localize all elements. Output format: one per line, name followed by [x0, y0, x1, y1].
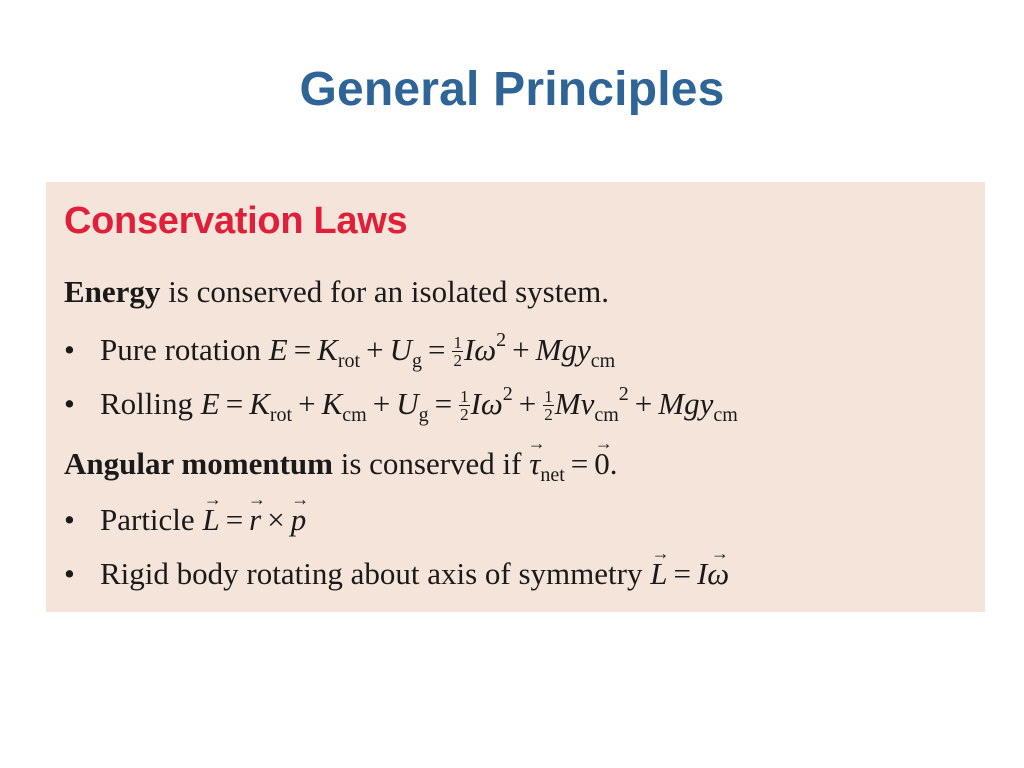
particle-label: Particle [100, 502, 195, 537]
bullet: • [64, 556, 75, 591]
angular-momentum-term: Angular momentum [64, 446, 333, 481]
energy-text: is conserved for an isolated system. [160, 274, 609, 309]
pure-rotation-equation: $E = K_{rot} + U_g$ = $\frac{1}{2}$ $I\omega^2 + Mgy_{cm}$ [268, 329, 616, 372]
panel-heading: Conservation Laws [64, 200, 408, 242]
rigid-body-equation: → L = I→ ω [650, 556, 729, 591]
angular-momentum-statement: Angular momentum is conserved if → $\tau_{net} =\to 0$. [64, 448, 618, 485]
energy-statement [64, 276, 609, 307]
rolling-label: Rolling [100, 386, 194, 421]
energy-term: Energy [64, 274, 161, 309]
conservation-laws-panel [46, 182, 985, 612]
rigid-body-label: Rigid body rotating about axis of symmetry [100, 556, 643, 591]
pure-rotation-label: Pure rotation [100, 332, 261, 367]
bullet: • [64, 332, 75, 367]
rigid-body-item [64, 558, 729, 589]
pure-rotation-item [64, 330, 615, 371]
torque-condition: → $\tau_{net} =\to 0$ [529, 446, 610, 481]
particle-item [64, 504, 306, 535]
rolling-equation: $E = K_{rot} + K_{cm} + U_g$ = $\frac{1}{2}$ $I\omega^2$ + $\frac{1}{2}$ $Mv_{cm}^2 + Mgy_{cm}$ [200, 383, 738, 426]
rolling-item [64, 384, 738, 425]
bullet: • [64, 502, 75, 537]
slide-title: General Principles [299, 63, 725, 116]
angular-momentum-text: is conserved if [332, 446, 530, 481]
bullet: • [64, 386, 75, 421]
particle-equation: → L =→ r ×→ p [202, 502, 306, 537]
